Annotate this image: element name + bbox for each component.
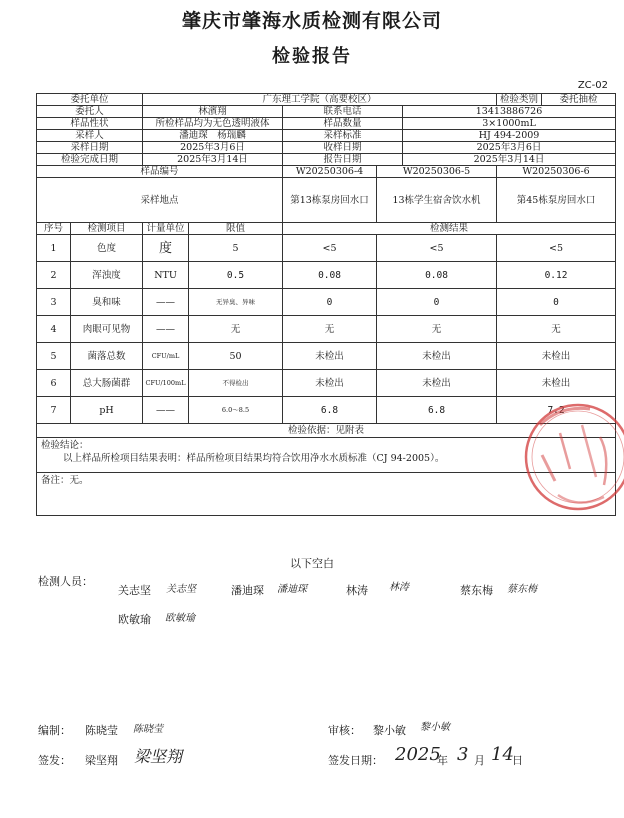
sample-id-3: W20250306-6 [497,166,616,178]
report-title: 检验报告 [272,46,352,67]
issue-month: 3 [457,744,469,765]
item-no: 1 [37,235,71,262]
document-number: ZC-02 [577,80,608,91]
testers-label: 检测人员： [38,575,93,588]
tester-signature-3: 林涛 [389,582,409,593]
month-char: 月 [474,754,485,767]
item-name: 菌落总数 [71,343,143,370]
item-no: 5 [37,343,71,370]
row-column-headers [37,223,616,235]
nature-label: 样品性状 [37,118,143,130]
item-limit: 5 [189,235,283,262]
principal-label: 委托人 [37,106,143,118]
table-row [37,316,616,343]
row-finish-date [37,154,616,166]
test-basis: 检验依据：见附表 [37,424,616,438]
qty-value: 3×1000mL [403,118,616,130]
row-sampler [37,130,616,142]
client-value: 广东理工学院（高要校区） [143,94,497,106]
row-principal [37,106,616,118]
item-result-2: 无 [377,316,497,343]
item-limit: 无 [189,316,283,343]
item-result-1: <5 [283,235,377,262]
item-unit: 度 [143,235,189,262]
item-no: 6 [37,370,71,397]
row-sample-date [37,142,616,154]
tester-name-5: 欧敏瑜 [118,613,151,626]
client-label: 委托单位 [37,94,143,106]
item-result-1: 未检出 [283,370,377,397]
item-result-1: 未检出 [283,343,377,370]
item-no: 7 [37,397,71,424]
item-name: 浑浊度 [71,262,143,289]
sampler-value: 潘迪琛 杨瑞麟 [143,130,283,142]
item-result-1: 0 [283,289,377,316]
item-result-1: 0.08 [283,262,377,289]
item-limit: 50 [189,343,283,370]
item-unit: —— [143,316,189,343]
item-result-3: <5 [497,235,616,262]
day-char: 日 [512,754,523,767]
item-result-2: 0.08 [377,262,497,289]
site-2: 13栋学生宿舍饮水机 [377,178,497,223]
item-result-2: 未检出 [377,343,497,370]
col-result: 检测结果 [283,223,616,235]
sample-id-1: W20250306-4 [283,166,377,178]
item-limit: 不得检出 [189,370,283,397]
reviewer-label: 审核： [328,724,361,737]
tester-name-4: 蔡东梅 [460,584,493,597]
category-label: 检验类别 [497,94,542,106]
item-result-1: 6.8 [283,397,377,424]
table-row [37,289,616,316]
compiler-label: 编制： [38,724,71,737]
finish-date-value: 2025年3月14日 [143,154,283,166]
item-unit: CFU/100mL [143,370,189,397]
col-limit: 限值 [189,223,283,235]
item-limit: 0.5 [189,262,283,289]
item-unit: —— [143,397,189,424]
compiler-name: 陈晓莹 [85,724,118,737]
remarks: 备注：无。 [37,473,616,516]
item-result-2: 0 [377,289,497,316]
reviewer-signature: 黎小敏 [420,722,450,733]
company-name: 肇庆市肇海水质检测有限公司 [181,10,442,32]
tester-signature-4: 蔡东梅 [507,584,537,595]
item-result-3: 0.12 [497,262,616,289]
phone-value: 13413886726 [403,106,616,118]
item-unit: CFU/mL [143,343,189,370]
item-name: 臭和味 [71,289,143,316]
item-name: 总大肠菌群 [71,370,143,397]
std-value: HJ 494-2009 [403,130,616,142]
issue-year: 2025 [395,744,441,765]
issue-day: 14 [491,744,514,765]
site-3: 第45栋泵房回水口 [497,178,616,223]
item-result-3: 未检出 [497,343,616,370]
reviewer-name: 黎小敏 [373,724,406,737]
issuer-signature: 梁坚翔 [134,747,183,766]
item-limit: 6.0～8.5 [189,397,283,424]
conclusion-text: 以上样品所检项目结果表明：样品所检项目结果均符合饮用净水水质标准（CJ 94-2005）。 [63,453,445,464]
sample-date-value: 2025年3月6日 [143,142,283,154]
phone-label: 联系电话 [283,106,403,118]
site-1: 第13栋泵房回水口 [283,178,377,223]
report-date-value: 2025年3月14日 [403,154,616,166]
item-result-2: 6.8 [377,397,497,424]
item-result-3: 未检出 [497,370,616,397]
item-name: 色度 [71,235,143,262]
issue-date-label: 签发日期： [328,754,383,767]
finish-date-label: 检验完成日期 [37,154,143,166]
site-label: 采样地点 [37,178,283,223]
std-label: 采样标准 [283,130,403,142]
sample-date-label: 采样日期 [37,142,143,154]
col-no: 序号 [37,223,71,235]
issuer-name: 梁坚翔 [85,754,118,767]
report-date-label: 报告日期 [283,154,403,166]
col-unit: 计量单位 [143,223,189,235]
item-unit: —— [143,289,189,316]
row-client [37,94,616,106]
receive-date-label: 收样日期 [283,142,403,154]
row-sample-ids [37,166,616,178]
item-result-2: <5 [377,235,497,262]
tester-name-2: 潘迪琛 [231,584,264,597]
compiler-signature: 陈晓莹 [133,724,163,735]
item-no: 3 [37,289,71,316]
sample-id-label: 样品编号 [37,166,283,178]
tester-signature-1: 关志坚 [166,584,196,595]
blank-below-note: 以下空白 [290,557,334,570]
year-char: 年 [437,754,448,767]
row-sites [37,178,616,223]
item-limit: 无异臭、异味 [189,289,283,316]
principal-value: 林濱翔 [143,106,283,118]
tester-signature-2: 潘迪琛 [277,584,307,595]
item-result-3: 7.2 [497,397,616,424]
item-no: 4 [37,316,71,343]
conclusion-label: 检验结论： [41,440,89,451]
table-row [37,262,616,289]
tester-signature-5: 欧敏瑜 [165,613,195,624]
table-row [37,343,616,370]
item-result-1: 无 [283,316,377,343]
item-result-3: 0 [497,289,616,316]
col-item: 检测项目 [71,223,143,235]
nature-value: 所检样品均为无色透明液体 [143,118,283,130]
receive-date-value: 2025年3月6日 [403,142,616,154]
item-no: 2 [37,262,71,289]
tester-name-1: 关志坚 [118,584,151,597]
tester-name-3: 林涛 [346,584,368,597]
sample-id-2: W20250306-5 [377,166,497,178]
table-row [37,235,616,262]
item-result-3: 无 [497,316,616,343]
row-nature [37,118,616,130]
qty-label: 样品数量 [283,118,403,130]
sampler-label: 采样人 [37,130,143,142]
item-result-2: 未检出 [377,370,497,397]
item-name: 肉眼可见物 [71,316,143,343]
item-name: pH [71,397,143,424]
company-seal-stamp [500,385,624,525]
item-unit: NTU [143,262,189,289]
issuer-label: 签发： [38,754,71,767]
category-value: 委托抽检 [542,94,616,106]
